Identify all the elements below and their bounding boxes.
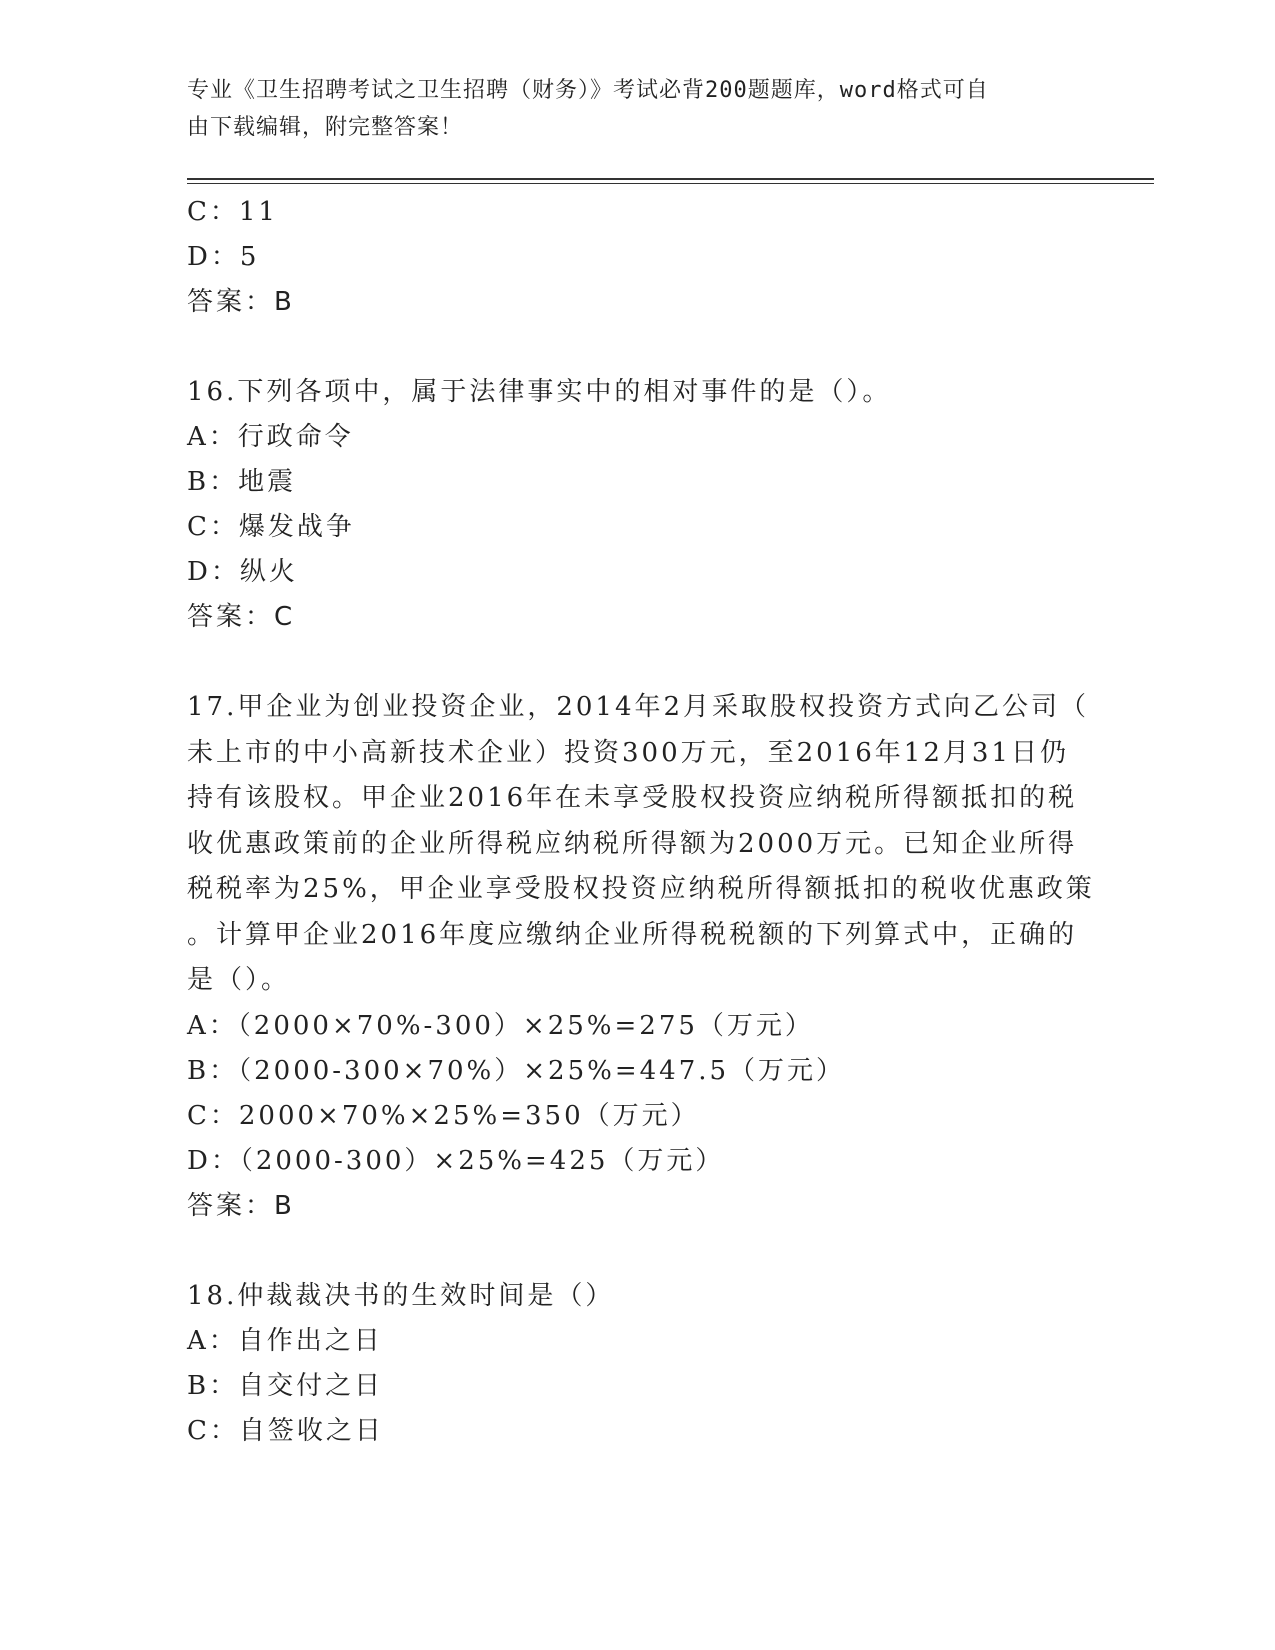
spacer: [187, 640, 1087, 685]
document-body: [187, 190, 1095, 1454]
stem-line: 税税率为25%，甲企业享受股权投资应纳税所得额抵扣的税收优惠政策: [187, 874, 1095, 904]
option-d: D：纵火: [187, 557, 298, 587]
spacer: [187, 325, 1087, 370]
question-17: [187, 685, 1095, 1229]
option-b: B：（2000-300×70%）×25%=447.5（万元）: [187, 1055, 846, 1086]
stem-line: 持有该股权。甲企业2016年在未享受股权投资应纳税所得额抵扣的税: [187, 783, 1078, 813]
answer-line: 答案：B: [187, 1190, 295, 1221]
option-b: B：自交付之日: [187, 1370, 384, 1401]
document-header: [187, 72, 1067, 146]
question-stem: 18.仲裁裁决书的生效时间是（）: [187, 1280, 615, 1311]
spacer: [187, 1229, 1087, 1274]
stem-line: 是（）。: [187, 965, 291, 995]
option-c: C：自签收之日: [187, 1415, 384, 1446]
option-c: C：11: [187, 197, 278, 227]
answer-line: 答案：C: [187, 602, 296, 632]
stem-line: 。计算甲企业2016年度应缴纳企业所得税税额的下列算式中，正确的: [187, 919, 1078, 950]
header-line-2: 由下载编辑，附完整答案！: [187, 115, 464, 140]
answer-line: 答案：B: [187, 287, 295, 317]
stem-line: 收优惠政策前的企业所得税应纳税所得额为2000万元。已知企业所得: [187, 828, 1078, 859]
question-15-tail: [187, 190, 1087, 325]
stem-line: 17.甲企业为创业投资企业，2014年2月采取股权投资方式向乙公司（: [187, 692, 1090, 722]
header-divider: [187, 178, 1154, 180]
option-a: A：自作出之日: [187, 1325, 383, 1356]
option-a: A：行政命令: [187, 422, 354, 452]
header-divider-thin: [187, 183, 1154, 184]
option-a: A：（2000×70%-300）×25%=275（万元）: [187, 1010, 814, 1041]
question-16: [187, 370, 1087, 640]
option-b: B：地震: [187, 467, 297, 497]
option-c: C：2000×70%×25%=350（万元）: [187, 1100, 700, 1131]
question-stem: [187, 685, 1095, 1004]
option-d: D：5: [187, 242, 260, 272]
option-c: C：爆发战争: [187, 512, 355, 542]
question-18: [187, 1274, 1087, 1454]
header-line-1: 专业《卫生招聘考试之卫生招聘（财务）》考试必背200题题库，word格式可自: [187, 78, 989, 103]
stem-line: 未上市的中小高新技术企业）投资300万元，至2016年12月31日仍: [187, 737, 1069, 768]
question-stem: 16.下列各项中，属于法律事实中的相对事件的是（）。: [187, 377, 892, 407]
option-d: D：（2000-300）×25%=425（万元）: [187, 1145, 725, 1176]
